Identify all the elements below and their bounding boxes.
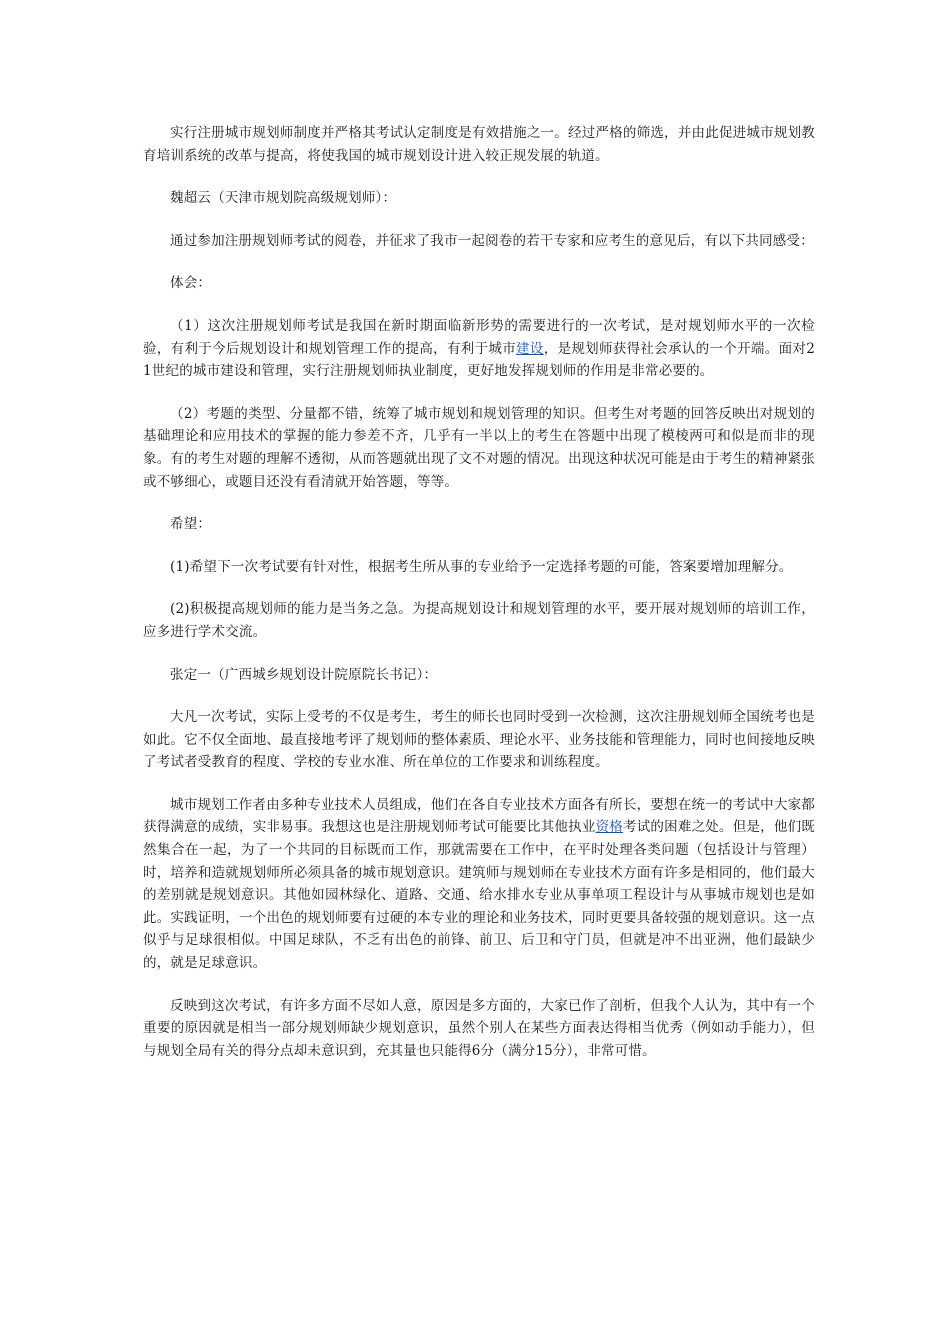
document-page	[143, 122, 815, 1082]
paragraph-zhang-2	[143, 794, 815, 975]
paragraph-experience-1	[143, 315, 815, 383]
paragraph-text: 城市规划工作者由多种专业技术人员组成，他们在各自专业技术方面各有所长，要想在统一的考试中大家都获得满意的成绩，实非易事。我想这也是注册规划师考试可能要比其他执业	[143, 796, 815, 836]
link-qualification[interactable]: 资格	[595, 819, 623, 836]
paragraph-text: ，是规划师获得社会承认的一个开端。面对21世纪的城市建设和管理，实行注册规划师执业制度，更好地发挥规划师的作用是非常必要的。	[143, 340, 815, 380]
paragraph-text: （1）这次注册规划师考试是我国在新时期面临新形势的需要进行的一次考试，是对规划师水平的一次检验，有利于今后规划设计和规划管理工作的提高，有利于城市	[143, 317, 815, 357]
paragraph-text: 考试的困难之处。但是，他们既然集合在一起，为了一个共同的目标既而工作，那就需要在工作中，在平时处理各类问题（包括设计与管理）时，培养和造就规划师所必须具备的城市规划意识。建筑师与规划师在专业技术方面有许多是相同的，他们最大的差别就是规划意识。其他如园林绿化、道路、交通、给水排水专业从事单项工程设计与从事城市规划也是如此。实践证明，一个出色的规划师要有过硬的本专业的理论和业务技术，同时更要具备较强的规划意识。这一点似乎与足球很相似。中国足球队，不乏有出色的前锋、前卫、后卫和守门员，但就是冲不出亚洲，他们最缺少的，就是足球意识。	[143, 819, 815, 972]
paragraph-hope-1: (1)希望下一次考试要有针对性，根据考生所从事的专业给予一定选择考题的可能，答案要增加理解分。	[170, 558, 793, 575]
speaker-heading-zhang: 张定一（广西城乡规划设计院原院长书记）：	[170, 666, 438, 683]
paragraph-zhang-3: 反映到这次考试，有许多方面不尽如人意，原因是多方面的，大家已作了剖析，但我个人认为，其中有一个重要的原因就是相当一部分规划师缺少规划意识，虽然个别人在某些方面表达得相当优秀（例如动手能力），但与规划全局有关的得分点却未意识到，充其量也只能得6分（满分15分），非常可惜。	[143, 997, 815, 1059]
paragraph-intro: 实行注册城市规划师制度并严格其考试认定制度是有效措施之一。经过严格的筛选，并由此促进城市规划教育培训系统的改革与提高，将使我国的城市规划设计进入较正规发展的轨道。	[143, 125, 815, 164]
speaker-heading-wei: 魏超云（天津市规划院高级规划师）：	[170, 190, 397, 207]
section-heading-hope: 希望：	[170, 516, 212, 533]
paragraph-zhang-1: 大凡一次考试，实际上受考的不仅是考生，考生的师长也同时受到一次检测，这次注册规划师全国统考也是如此。它不仅全面地、最直接地考评了规划师的整体素质、理论水平、业务技能和管理能力，同时也间接地反映了考试者受教育的程度、学校的专业水准、所在单位的工作要求和训练程度。	[143, 709, 815, 771]
paragraph-wei-intro: 通过参加注册规划师考试的阅卷，并征求了我市一起阅卷的若干专家和应考生的意见后，有以下共同感受：	[170, 232, 814, 249]
link-construction[interactable]: 建设	[516, 340, 544, 357]
paragraph-hope-2: (2)积极提高规划师的能力是当务之急。为提高规划设计和规划管理的水平，要开展对规划师的培训工作，应多进行学术交流。	[143, 601, 815, 640]
section-heading-experience: 体会：	[170, 275, 212, 292]
paragraph-experience-2: （2）考题的类型、分量都不错，统筹了城市规划和规划管理的知识。但考生对考题的回答反映出对规划的基础理论和应用技术的掌握的能力参差不齐，几乎有一半以上的考生在答题中出现了模棱两可和似是而非的现象。有的考生对题的理解不透彻，从而答题就出现了文不对题的情况。出现这种状况可能是由于考生的精神紧张或不够细心，或题目还没有看清就开始答题，等等。	[143, 405, 815, 490]
